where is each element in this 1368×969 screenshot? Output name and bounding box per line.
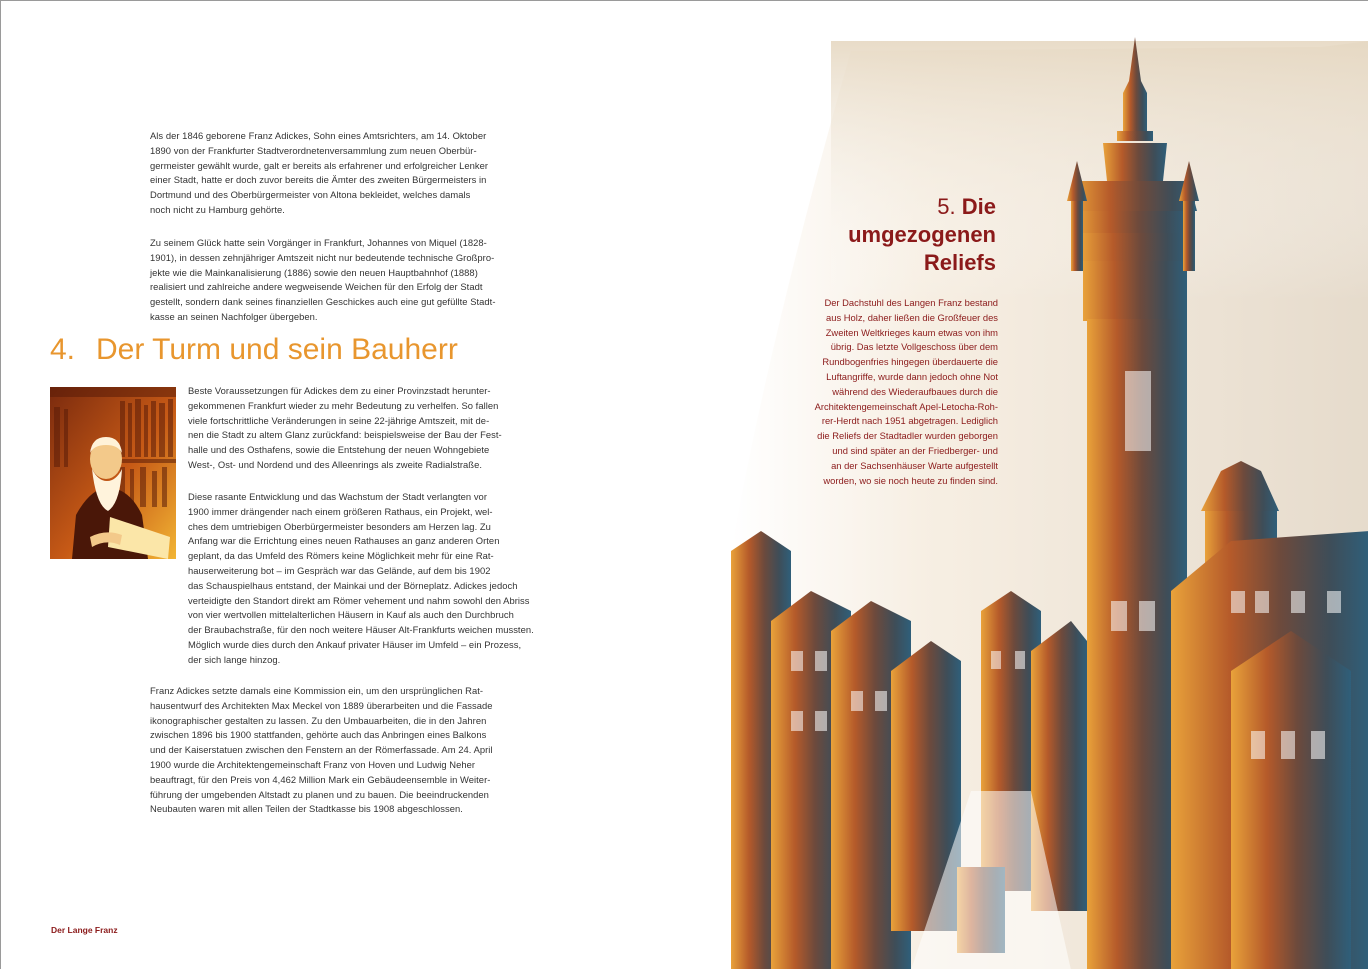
section-5-heading — [848, 193, 996, 277]
body-paragraph: Als der 1846 geborene Franz Adickes, Sohn eines Amtsrichters, am 14. Oktober 1890 von der Frankfurter Stadtverordnetenversammlung zum neuen Oberbür- germeister gewählt wurde, galt er bereits als erfahrener und erfolgreicher Lenker einer Stadt, hatte er doch zuvor bereits die Ämter des zweiten Bürgermeisters in Dortmund und des Oberbürgermeister von Altona bekleidet, welches damals noch nicht zu Hamburg gehörte. — [150, 130, 489, 215]
portrait-photo-franz-adickes — [50, 387, 176, 559]
footer-running-title: Der Lange Franz — [51, 925, 118, 935]
section-5-paragraph: Der Dachstuhl des Langen Franz bestand aus Holz, daher ließen die Großfeuer des Zweiten Weltkrieges kaum etwas von ihm übrig. Das letzte Vollgeschoss über dem Rundbogenfries hingegen überdauerte die Luftangriffe, wurde dann jedoch ohne Not während des Wiederaufbaues durch die Architektengemeinschaft Apel-Letocha-Roh- rer-Herdt nach 1951 abgetragen. Lediglich die Reliefs der Stadtadler wurden geborgen und sind später an der Friedberger- und an der Sachsenhäuser Warte aufgestellt worden, wo sie noch heute zu finden sind. — [814, 297, 998, 486]
section-4-heading — [50, 331, 458, 369]
section-5-title: Die umgezogenen Reliefs — [848, 194, 996, 275]
body-paragraph: Diese rasante Entwicklung und das Wachstum der Stadt verlangten vor 1900 immer drängender nach einem größeren Rathaus, ein Projekt, wel- ches dem umtriebigen Oberbürgermeister besonders am Herzen lag. Zu Anfang war die Errichtung eines neuen Rathauses an ganz anderen Orten geplant, da das Umfeld des Römers keine Möglichkeit mehr für eine Rat- hauserweiterung bot – im Gespräch war das Gelände, auf dem bis 1902 das Schauspielhaus entstand, der Mainkai und der Börneplatz. Adickes jedoch verteidigte den Standort direkt am Römer vehement und nahm sowohl den Abriss von vier wertvollen mittelalterlichen Häusern in Kauf als auch den Durchbruch der Braubachstraße, für den noch weitere Häuser Alt-Frankfurts weichen mussten. Möglich wurde dies durch den Ankauf privater Häuser im Umfeld – ein Prozess, der sich lange hinzog. — [188, 491, 534, 665]
body-paragraph: Franz Adickes setzte damals eine Kommission ein, um den ursprünglichen Rat- hausentwurf des Architekten Max Meckel von 1889 überarbeiten und die Fassade ikonographischer gestalten zu lassen. Zu den Umbauarbeiten, die in den Jahren zwischen 1896 bis 1900 stattfanden, gehörte auch das Anbringen eines Balkons und der Kaiserstatuen zwischen den Fenstern an der Römerfassade. Am 24. April 1900 wurde die Architektengemeinschaft Franz von Hoven und Ludwig Neher beauftragt, für den Preis von 4,462 Million Mark ein Gebäudeensemble in Weiter- führung der umgebenden Altstadt zu planen und zu bauen. Die beeindruckenden Neubauten waren mit allen Teilen der Stadtkasse bis 1908 abgeschlossen. — [150, 685, 493, 815]
body-paragraph: Zu seinem Glück hatte sein Vorgänger in Frankfurt, Johannes von Miquel (1828- 1901), in dessen zehnjähriger Amtszeit nicht nur bedeutende technische Großpro- jekte wie die Mainkanalisierung (1886) sowie den neuen Hauptbahnhof (1888) realisiert und zahlreiche andere wegweisende Weichen für den Erfolg der Stadt gestellt, sondern dank seines finanziellen Geschickes auch eine gut gefüllte Stadt- kasse an seinen Nachfolger übergeben. — [150, 237, 496, 322]
body-paragraph: Beste Voraussetzungen für Adickes dem zu einer Provinzstadt herunter- gekommenen Frankfurt wieder zu mehr Bedeutung zu verhelfen. So fallen viele fortschrittliche Veränderungen in seine 22-jährige Amtszeit, mit de- nen die Stadt zu altem Glanz zurückfand: beispielsweise der Bau der Fest- halle und des Osthafens, sowie die Entstehung der neuen Wohngebiete West-, Ost- und Nordend und des Alleenrings als zweite Radialstraße. — [188, 385, 502, 470]
section-4-title: Der Turm und sein Bauherr — [96, 333, 458, 366]
section-5-number: 5. — [937, 194, 956, 219]
section-4-number: 4. — [50, 333, 76, 366]
historic-town-hall-tower-photo — [731, 31, 1368, 969]
